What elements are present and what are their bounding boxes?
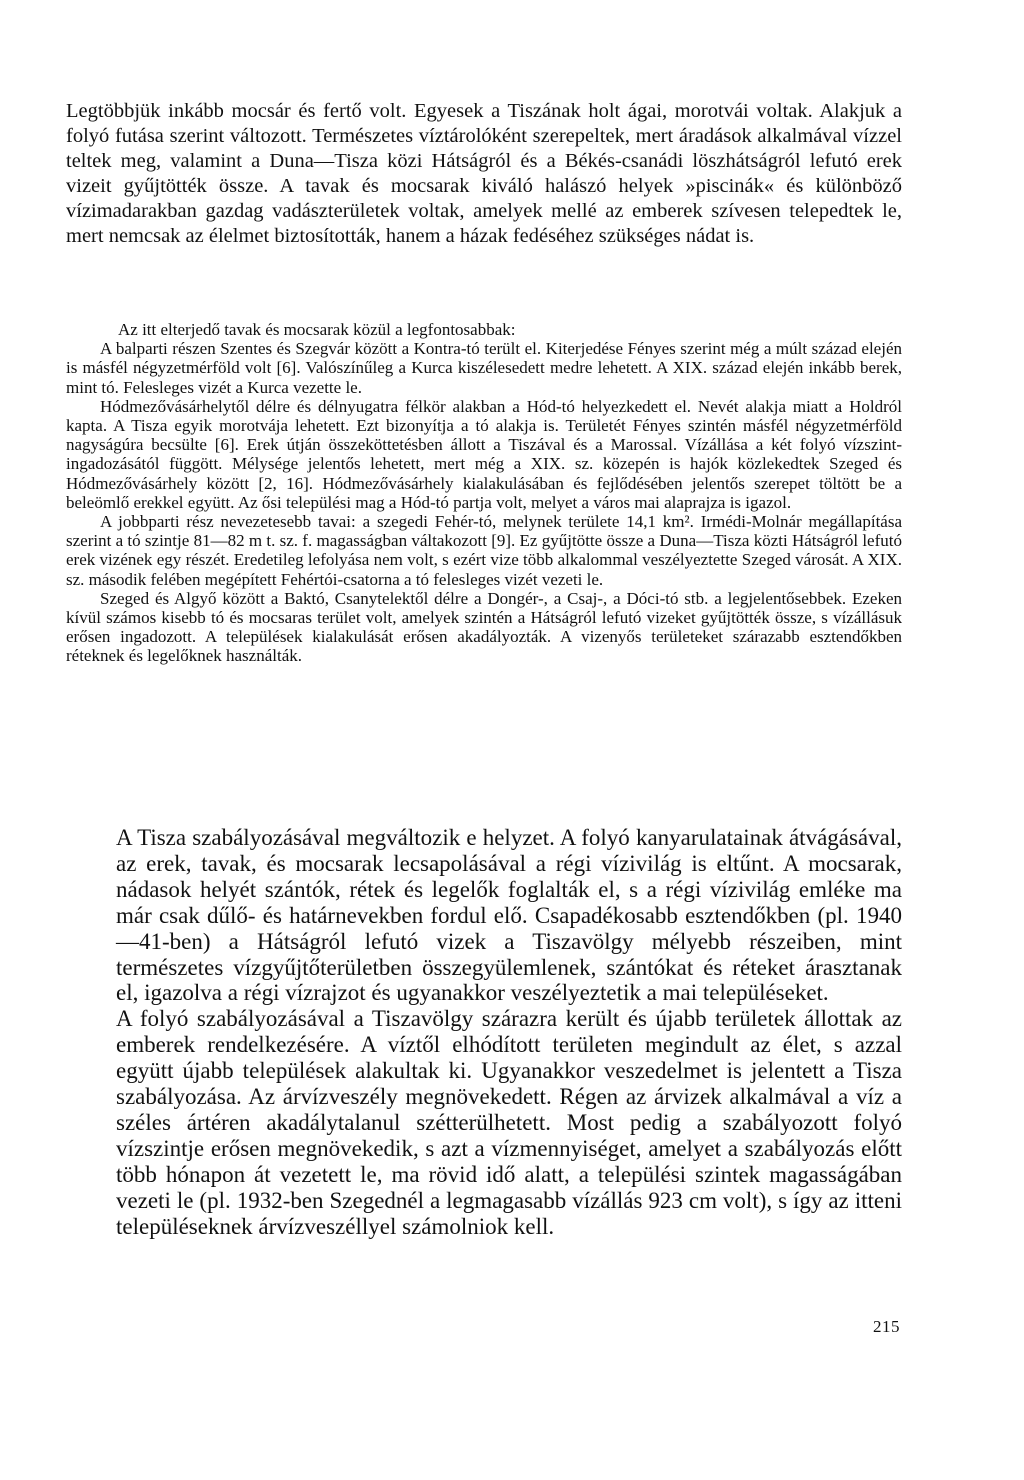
paragraph-flood-risk: A folyó szabályozásával a Tiszavölgy szárazra került és újabb területek állottak az emberek rendelkezésére. A víztől elhódított területen megindult az élet, s azzal együtt újabb települések alakultak ki. Ugyanakkor veszedelmet is jelentett a Tisza szabályozása. Az árvízveszély megnövekedett. Régen az árvizek alkalmával a víz a széles ártéren akadálytalanul szétterülhetett. Most pedig a szabályozott folyó vízszintje erősen megnövekedik, s azt a vízmennyiséget, amelyet a szabályozás előtt több hónapon át vezetett le, ma rövid idő alatt, a települési szintek magasságában vezeti le (pl. 1932-ben Szegednél a legmagasabb vízállás 923 cm volt), s így az itteni településeknek árvízveszéllyel számolniok kell. <box>116 1006 902 1239</box>
note-other-lakes: Szeged és Algyő között a Baktó, Csanytelektől délre a Dongér-, a Csaj-, a Dóci-tó stb. a legjelentősebbek. Ezeken kívül számos kisebb tó és mocsaras terület volt, amelyek szintén a Hátságról lefutó vizeket gyűjtötték össze, s vízállásuk erősen ingadozott. A települések kialakulását erősen akadályozták. A vizenyős területeket szárazabb esztendőkben réteknek és legelőknek használták. <box>66 588 902 666</box>
paragraph-regulation: A Tisza szabályozásával megváltozik e helyzet. A folyó kanyarulatainak átvágásával, az erek, tavak, és mocsarak lecsapolásával a régi vízivilág is eltűnt. A mocsarak, nádasok helyét szántók, rétek és legelők foglalták el, s a régi vízivilág emléke ma már csak dűlő- és határnevekben fordul elő. Csapadékosabb esztendőkben (pl. 1940—41-ben) a Hátságról lefutó vizek a Tiszavölgy mélyebb részeiben, mint természetes vízgyűjtőterületben összegyülemlenek, szántókat és réteket árasztanak el, igazolva a régi vízrajzot és ugyanakkor veszélyeztetik a mai településeket. <box>116 825 902 1006</box>
notes-section <box>66 320 902 666</box>
notes-heading: Az itt elterjedő tavak és mocsarak közül a legfontosabbak: <box>118 320 516 339</box>
main-section <box>116 825 902 1240</box>
note-kontra-to: A balparti részen Szentes és Szegvár között a Kontra-tó terült el. Kiterjedése Fényes szerint még a múlt század elején is másfél négyzetmérföld volt [6]. Valószínűleg a Kurca kiszélesedett medre lehetett. A XIX. század elején inkább berek, mint tó. Felesleges vizét a Kurca vezette le. <box>66 339 902 397</box>
note-feher-to: A jobbparti rész nevezetesebb tavai: a szegedi Fehér-tó, melynek területe 14,1 km². Irmédi-Molnár megállapítása szerint a tó szintje 81—82 m t. sz. f. magasságban váltakozott [9]. Ez gyűjtötte össze a Duna—Tisza közti Hátságról lefutó erek vizének egy részét. Eredetileg lefolyása nem volt, s ezért vize több alkalommal veszélyeztette Szeged városát. A XIX. sz. második felében megépített Fehértói-csatorna a tó felesleges vizét vezeti le. <box>66 512 902 589</box>
intro-section <box>66 99 902 248</box>
intro-paragraph: Legtöbbjük inkább mocsár és fertő volt. Egyesek a Tiszának holt ágai, morotvái voltak. Alakjuk a folyó futása szerint változott. Természetes víztárolóként szerepeltek, mert áradások alkalmával vízzel teltek meg, valamint a Duna—Tisza közi Hátságról és a Békés-csanádi löszhátságról lefutó erek vizeit gyűjtötték össze. A tavak és mocsarak kiváló halászó helyek »piscinák« és különböző vízimadarakban gazdag vadászterületek voltak, amelyek mellé az emberek szívesen telepedtek le, mert nemcsak az élelmet biztosították, hanem a házak fedéséhez szükséges nádat is. <box>66 100 902 247</box>
page-number: 215 <box>873 1317 900 1336</box>
note-hod-to: Hódmezővásárhelytől délre és délnyugatra félkör alakban a Hód-tó helyezkedett el. Nevét alakja miatt a Holdról kapta. A Tisza egyik morotvája lehetett. Ezt bizonyítja a tó alakja is. Területét Fényes szintén másfél négyzetmérföld nagyságúra becsülte [6]. Erek útján összeköttetésben állott a Tiszával és a Marossal. Vízállása a két folyó vízszint-ingadozásától függött. Mélysége jelentős lehetett, mert még a XIX. sz. közepén is hajók közlekedtek Szeged és Hódmezővásárhely között [2, 16]. Hódmezővásárhely kialakulásában és fejlődésében jelentős szerepet töltött be a beleömlő erekkel együtt. Az ősi települési mag a Hód-tó partja volt, melyet a város mai alaprajza is igazol. <box>66 396 902 512</box>
